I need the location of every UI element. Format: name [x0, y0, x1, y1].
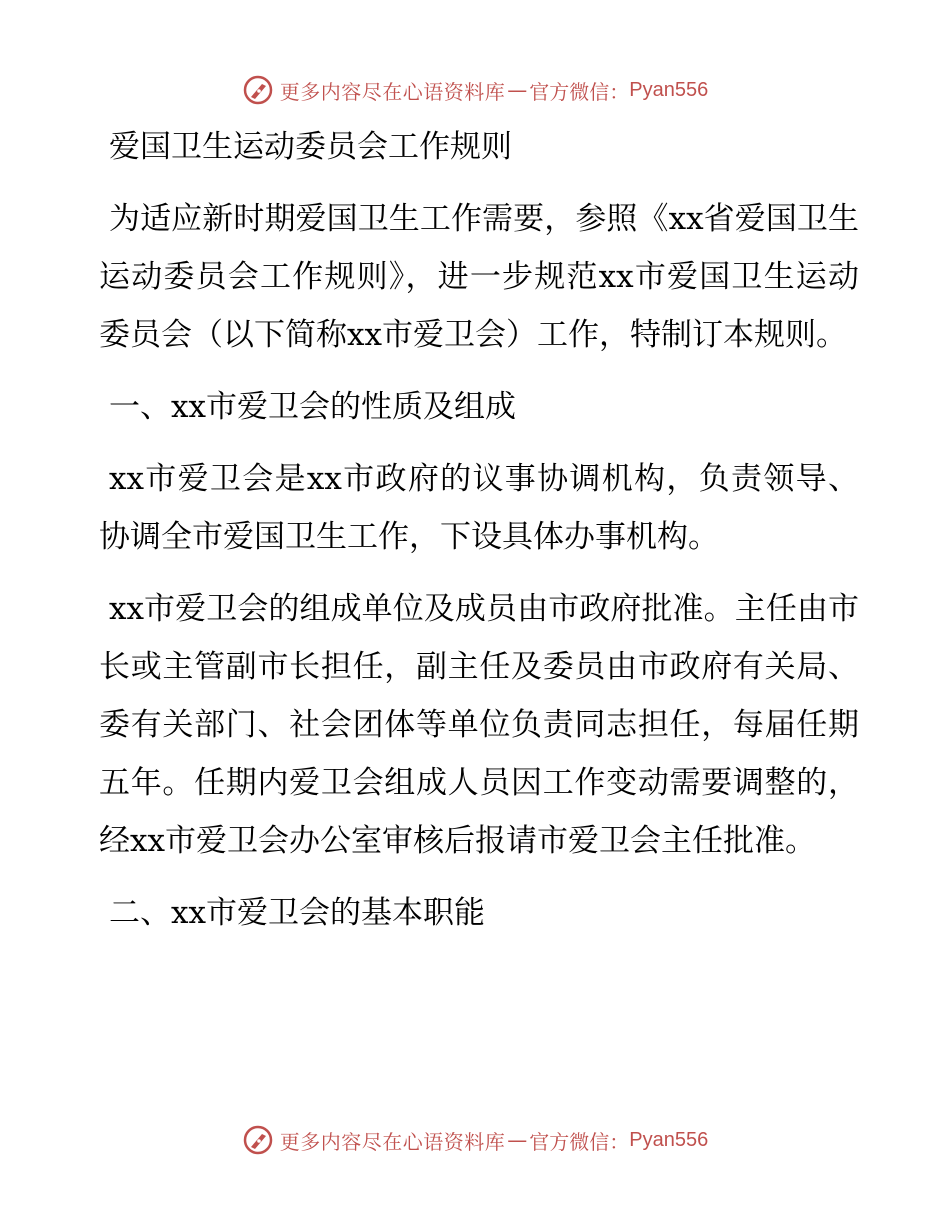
header-watermark [0, 70, 950, 110]
section2-heading: 二、xx市爱卫会的基本职能 [109, 895, 485, 931]
watermark-wechat-label: 官方微信： [529, 1129, 630, 1154]
watermark-dash: — [507, 1128, 528, 1152]
watermark-text: 更多内容尽在心语资料库 [279, 79, 506, 104]
watermark-dash: — [507, 78, 528, 102]
document-body [99, 118, 859, 942]
pen-nib-logo-icon [242, 74, 274, 106]
section1-paragraph-2: xx市爱卫会的组成单位及成员由市政府批准。主任由市长或主管副市长担任，副主任及委员由市政府有关局、委有关部门、社会团体等单位负责同志担任，每届任期五年。任期内爱卫会组成人员因工作变动需要调整的，经xx市爱卫会办公室审核后报请市爱卫会主任批准。 [99, 591, 859, 859]
intro-paragraph: 为适应新时期爱国卫生工作需要，参照《xx省爱国卫生运动委员会工作规则》，进一步规范xx市爱国卫生运动委员会（以下简称xx市爱卫会）工作，特制订本规则。 [99, 201, 859, 353]
document-title: 爱国卫生运动委员会工作规则 [109, 129, 512, 165]
section1-paragraph-1: xx市爱卫会是xx市政府的议事协调机构，负责领导、协调全市爱国卫生工作，下设具体办事机构。 [99, 461, 859, 555]
pen-nib-logo-icon [242, 1124, 274, 1156]
watermark-text: 更多内容尽在心语资料库 [279, 1129, 506, 1154]
watermark-wechat-id: Pyan556 [629, 78, 709, 101]
footer-watermark [0, 1120, 950, 1160]
section1-heading: 一、xx市爱卫会的性质及组成 [109, 389, 516, 425]
watermark-wechat-label: 官方微信： [529, 79, 630, 104]
watermark-wechat-id: Pyan556 [629, 1128, 709, 1151]
